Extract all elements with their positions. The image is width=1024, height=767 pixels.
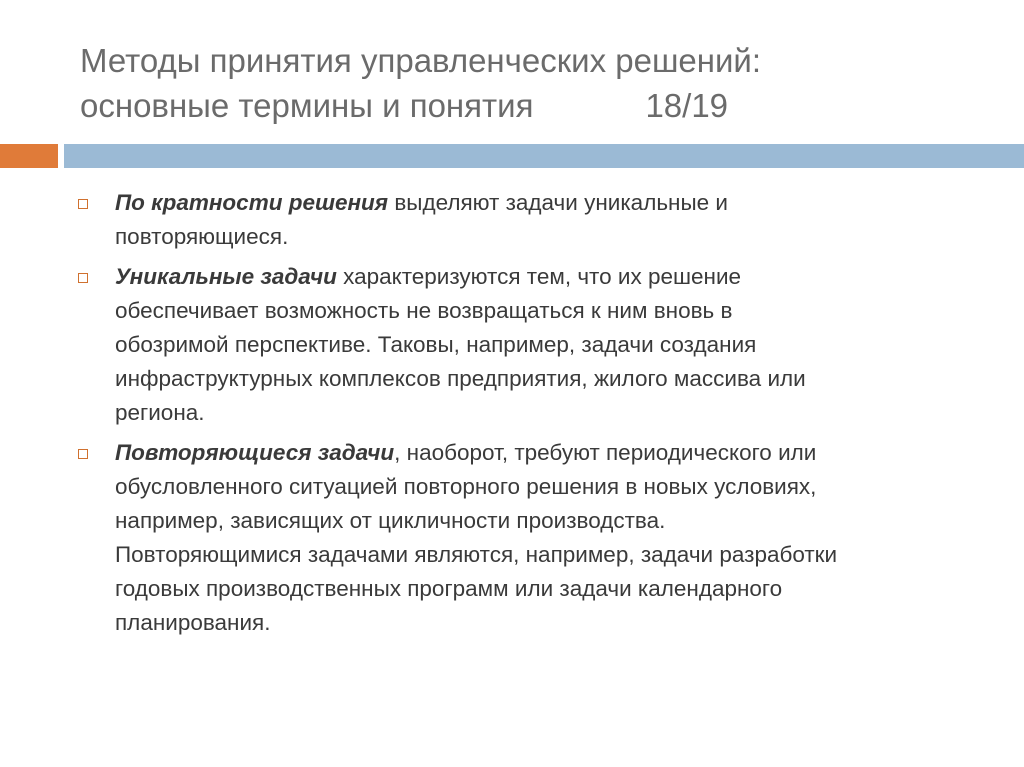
bullet-lead: По кратности решения [115,190,389,215]
square-bullet-icon [78,199,88,209]
bullet-body: характеризуются тем, что их решение обеспечивает возможность не возвращаться к ним вновь в обозримой перспективе. Таковы, например, задачи создания инфраструктурных комплексов предприятия, жилого массива или региона. [115,264,806,425]
bullet-item-repeating-tasks [78,436,978,640]
bullet-text [115,264,806,425]
accent-bar-blue [64,144,1024,168]
bullet-body: , наоборот, требуют периодического или обусловленного ситуацией повторного решения в новых условиях, например, зависящих от цикличности производства. Повторяющимися задачами являются, например, задачи разработки годовых производственных программ или задачи календарного планирования. [115,440,838,635]
accent-bar-orange [0,144,58,168]
slide-title [80,38,980,128]
bullet-text [115,190,728,249]
bullet-lead: Уникальные задачи [115,264,337,289]
square-bullet-icon [78,273,88,283]
title-line-1: Методы принятия управленческих решений: [80,42,762,79]
bullet-body: выделяют задачи уникальные и повторяющиеся. [115,190,728,249]
square-bullet-icon [78,449,88,459]
bullet-list [78,186,978,646]
bullet-item-unique-tasks [78,260,978,430]
page-number: 18/19 [645,87,729,124]
title-line-2 [80,83,980,128]
bullet-item-repetition [78,186,978,254]
bullet-lead: Повторяющиеся задачи [115,440,395,465]
bullet-text [115,440,837,635]
title-subtitle: основные термины и понятия [80,87,534,124]
